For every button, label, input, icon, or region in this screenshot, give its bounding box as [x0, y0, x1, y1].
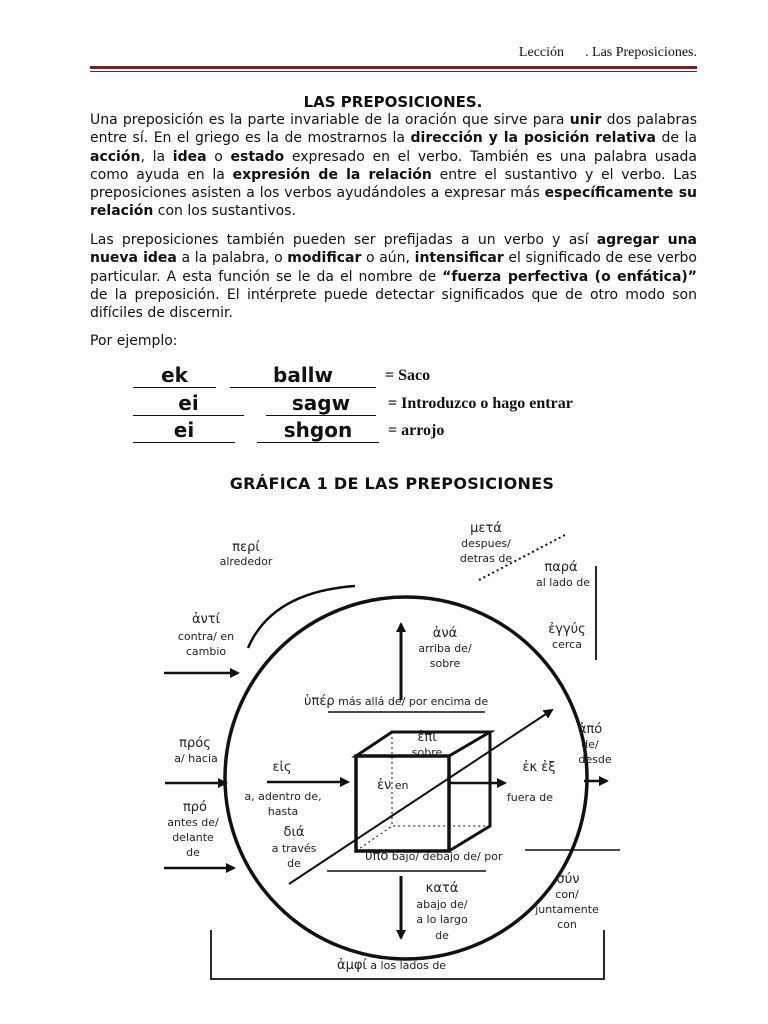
syn-meaning: juntamente [535, 903, 599, 916]
emphasis-text: expresión de la relación [232, 166, 432, 183]
en-label [377, 778, 409, 793]
pros-meaning: a/ hacia [174, 752, 218, 765]
example-word: ballw [230, 363, 376, 388]
paragraph-prefix [90, 231, 697, 322]
body-text: , la [140, 148, 173, 165]
hyper-label [304, 694, 488, 709]
syn-meaning: con [557, 918, 577, 931]
hypo-greek: ὑπό [365, 849, 389, 864]
page-title: LAS PREPOSICIONES. [303, 93, 483, 111]
para-meaning: al lado de [535, 576, 591, 589]
emphasis-text: modificar [287, 250, 362, 267]
header-rule-thick [90, 66, 697, 69]
ana-meaning: arriba de/ [418, 642, 472, 655]
example-meaning: = arrojo [388, 422, 445, 439]
example-prep: ei [133, 418, 235, 443]
body-text: de la preposición. El intérprete puede detectar significados que de otro modo son difíciles de discernir. [90, 286, 697, 322]
meta-meaning: despues/ [461, 537, 511, 550]
ana-meaning: sobre [429, 657, 461, 670]
dia-meaning: de [287, 857, 301, 870]
kata-greek: κατά [425, 881, 459, 896]
ek-meaning: fuera de [506, 791, 554, 804]
dia-greek: διά [283, 825, 305, 840]
amphi-greek: ἀμφί [337, 958, 367, 973]
pro-meaning: antes de/ [167, 816, 219, 829]
syn-greek: σύν [556, 872, 580, 887]
en-meaning: en [391, 779, 409, 792]
emphasis-text: agregar una nueva idea [90, 232, 697, 267]
amphi-meaning: a los lados de [366, 959, 447, 972]
cube-front [356, 756, 449, 851]
apo-greek: ἀπό [577, 722, 603, 737]
peri-arc [248, 586, 355, 648]
amphi-label [337, 958, 446, 973]
kata-meaning: a lo largo [416, 913, 468, 926]
main-circle [225, 597, 587, 959]
ana-greek: ἀνά [432, 626, 458, 641]
syn-meaning: con/ [555, 888, 579, 901]
pros-greek: πρός [179, 736, 211, 751]
paragraph-example-intro: Por ejemplo: [90, 333, 178, 349]
emphasis-text: idea [172, 148, 207, 165]
anti-greek: ἀντί [191, 612, 221, 627]
meta-greek: μετά [470, 521, 502, 536]
emphasis-text: acción [90, 148, 141, 165]
emphasis-text: específicamente su relación [90, 185, 697, 220]
pro-meaning: delante [172, 831, 214, 844]
emphasis-text: estado [230, 148, 285, 165]
anti-meaning: contra/ en [177, 630, 235, 643]
meta-meaning: detras de [459, 552, 513, 565]
peri-greek: περί [232, 540, 260, 555]
body-text: de la [656, 130, 697, 147]
hypo-meaning: bajo/ debajo de/ por [388, 850, 503, 863]
kata-meaning: abajo de/ [416, 898, 468, 911]
body-text: entre el sustantivo y el verbo. Las preposiciones asisten a los verbos ayudándoles a expresar más [90, 166, 697, 202]
engys-greek: ἐγγύς [548, 622, 586, 637]
body-text: Una preposición es la parte invariable de la oración que sirve para [90, 112, 570, 128]
eis-meaning: a, adentro de, [244, 790, 322, 803]
hyper-greek: ὑπέρ [304, 694, 335, 709]
eis-meaning: hasta [267, 805, 299, 818]
body-text: dos palabras entre sí. En el griego es la de mostrarnos la [90, 112, 697, 147]
pro-meaning: de [186, 846, 200, 859]
prepositions-diagram [160, 508, 620, 988]
example-meaning: = Saco [385, 367, 431, 384]
graph-title: GRÁFICA 1 DE LAS PREPOSICIONES [229, 474, 555, 493]
para-greek: παρά [544, 560, 578, 575]
pro-greek: πρό [182, 800, 208, 815]
header-title: . Las Preposiciones. [585, 45, 697, 60]
dia-meaning: a través [271, 842, 317, 855]
body-text: o [206, 148, 231, 165]
body-text: expresado en el verbo. También es una palabra usada como ayuda en la [90, 148, 697, 183]
example-meaning: = Introduzco o hago entrar [388, 395, 573, 412]
paragraph-definition [90, 111, 697, 221]
cube-side [449, 732, 490, 851]
body-text: el significado de ese verbo particular. A esta función se le da el nombre de [90, 250, 697, 285]
epi-meaning: sobre [411, 746, 443, 759]
example-word: sagw [266, 391, 376, 416]
emphasis-text: “fuerza perfectiva (o enfática)” [442, 268, 697, 285]
emphasis-text: dirección y la posición relativa [410, 130, 656, 147]
body-text: con los sustantivos. [153, 203, 296, 220]
eis-greek: εἰς [272, 760, 292, 775]
apo-meaning: desde [578, 753, 612, 766]
epi-greek: ἐπί [417, 730, 437, 745]
example-prep: ei [133, 391, 244, 416]
anti-meaning: cambio [185, 645, 227, 658]
example-word: shgon [257, 418, 379, 443]
peri-meaning: alrededor [219, 555, 273, 568]
hyper-meaning: más allá de/ por encima de [334, 695, 489, 708]
emphasis-text: intensificar [414, 250, 504, 267]
page-header [519, 45, 697, 61]
kata-meaning: de [435, 929, 449, 942]
body-text: o aún, [361, 250, 415, 267]
ek-greek: ἐκ ἐξ [522, 760, 556, 775]
body-text: a la palabra, o [176, 250, 288, 267]
body-text: Las preposiciones también pueden ser prefijadas a un verbo y así [90, 232, 597, 248]
header-lesson: Lección [518, 45, 565, 60]
emphasis-text: unir [569, 112, 602, 128]
apo-meaning: de/ [581, 738, 599, 751]
example-prep: ek [133, 363, 216, 388]
hypo-label [365, 849, 503, 864]
en-greek: ἐν [377, 778, 392, 793]
engys-meaning: cerca [552, 638, 582, 651]
header-rule-thin [90, 71, 697, 72]
